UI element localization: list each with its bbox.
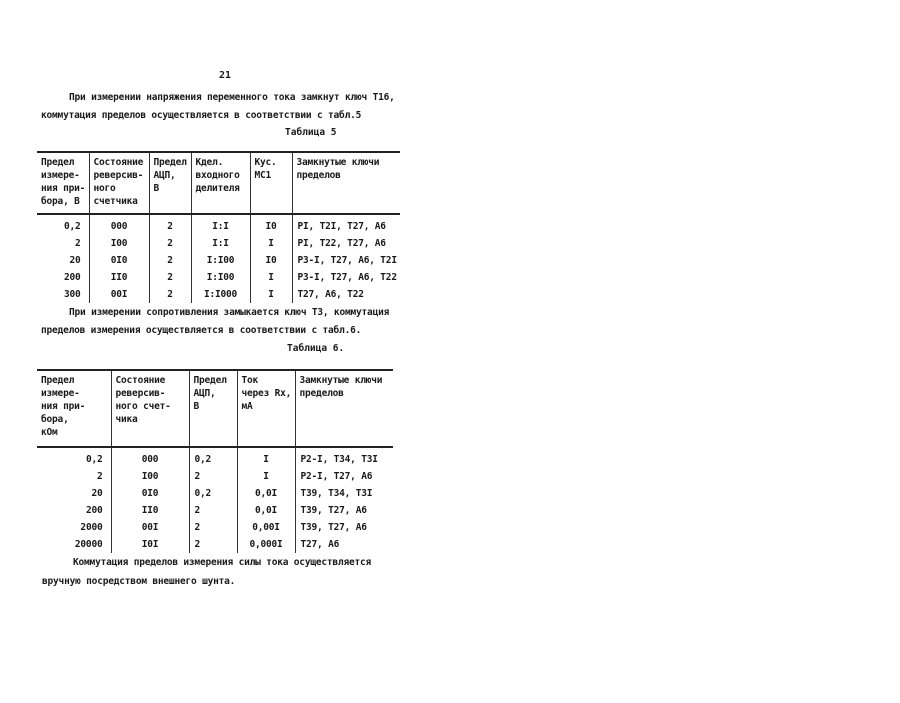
table-5-header-cell: Замкнутые ключи пределов	[292, 152, 400, 214]
table-cell: T39, T34, T3I	[295, 485, 393, 502]
table-cell: I0	[250, 214, 292, 235]
table-cell: 20	[91, 488, 103, 499]
table-cell: 200	[85, 505, 103, 516]
table-6-header-cell: Предел АЦП, В	[189, 370, 237, 447]
table-cell: 0,2	[189, 485, 237, 502]
table-row	[37, 235, 400, 252]
table-5-header-cell: Предел измере- ния при- бора, В	[37, 152, 89, 214]
table-5-header-cell: Кус. МС1	[250, 152, 292, 214]
table-cell: 0,2	[85, 454, 103, 465]
table-cell: 2	[74, 238, 81, 249]
table-cell: I:I00	[191, 269, 250, 286]
table-cell: 0,0I	[237, 502, 295, 519]
table-cell: 0,2	[63, 221, 81, 232]
table-cell: 00I	[111, 519, 189, 536]
paragraph-2-line-1: При измерении сопротивления замыкается ключ Т3, коммутация	[69, 307, 390, 318]
table-6-caption: Таблица 6.	[287, 343, 345, 354]
table-cell: 2	[189, 502, 237, 519]
paragraph-3-line-1: Коммутация пределов измерения силы тока осуществляется	[73, 557, 372, 568]
table-cell: 0,00I	[237, 519, 295, 536]
table-row	[37, 286, 400, 303]
table-cell: II0	[89, 269, 149, 286]
table-cell: 0,2	[189, 447, 237, 468]
table-row	[37, 485, 393, 502]
table-cell: 00I	[89, 286, 149, 303]
table-cell: PI, T2I, T27, A6	[292, 214, 400, 235]
table-6-header-cell: Ток через Rx, мА	[237, 370, 295, 447]
table-5-header-cell: Состояние реверсив- ного счетчика	[89, 152, 149, 214]
paragraph-2-line-2: пределов измерения осуществляется в соответствии с табл.6.	[41, 325, 362, 336]
table-5-header-cell: Кдел. входного делителя	[191, 152, 250, 214]
table-cell: 0,000I	[237, 536, 295, 553]
table-cell: I00	[89, 235, 149, 252]
table-row	[37, 468, 393, 485]
table-cell: I:I000	[191, 286, 250, 303]
table-cell: 200	[63, 272, 81, 283]
table-cell: P3-I, T27, A6, T22	[292, 269, 400, 286]
table-cell: 2000	[80, 522, 103, 533]
table-cell: 2	[149, 214, 191, 235]
table-cell: T39, T27, A6	[295, 519, 393, 536]
table-cell: I	[237, 468, 295, 485]
table-cell: 2	[189, 519, 237, 536]
table-row	[37, 269, 400, 286]
table-cell: 0I0	[111, 485, 189, 502]
table-5	[37, 151, 400, 303]
table-cell: 2	[149, 235, 191, 252]
table-row	[37, 447, 393, 468]
table-5-header-row	[37, 152, 400, 214]
table-cell: 300	[63, 289, 81, 300]
table-cell: 000	[111, 447, 189, 468]
table-cell: I	[237, 447, 295, 468]
table-cell: I	[250, 286, 292, 303]
table-cell: T27, A6, T22	[292, 286, 400, 303]
table-row	[37, 536, 393, 553]
table-cell: 0,0I	[237, 485, 295, 502]
table-6-header-cell: Предел измере- ния при- бора, кОм	[37, 370, 111, 447]
table-cell: I00	[111, 468, 189, 485]
table-cell: T39, T27, A6	[295, 502, 393, 519]
table-cell: I:I	[191, 214, 250, 235]
table-cell: P2-I, T34, T3I	[295, 447, 393, 468]
table-cell: I:I00	[191, 252, 250, 269]
paragraph-1-line-1: При измерении напряжения переменного тока замкнут ключ Т16,	[69, 92, 395, 103]
table-cell: 2	[189, 536, 237, 553]
table-cell: I0I	[111, 536, 189, 553]
table-6	[37, 369, 393, 553]
table-row	[37, 519, 393, 536]
paragraph-1-line-2: коммутация пределов осуществляется в соответствии с табл.5	[41, 110, 362, 121]
table-cell: P2-I, T27, A6	[295, 468, 393, 485]
table-6-header-cell: Состояние реверсив- ного счет- чика	[111, 370, 189, 447]
table-cell: T27, A6	[295, 536, 393, 553]
table-cell: 2	[149, 286, 191, 303]
table-cell: PI, T22, T27, A6	[292, 235, 400, 252]
table-cell: I:I	[191, 235, 250, 252]
table-cell: I0	[250, 252, 292, 269]
table-5-header-cell: Предел АЦП, В	[149, 152, 191, 214]
table-row	[37, 214, 400, 235]
table-cell: II0	[111, 502, 189, 519]
table-cell: I	[250, 235, 292, 252]
table-6-header-row	[37, 370, 393, 447]
table-cell: 000	[89, 214, 149, 235]
table-cell: 20000	[74, 539, 103, 550]
table-cell: 2	[189, 468, 237, 485]
page-number: 21	[219, 70, 232, 81]
table-6-header-cell: Замкнутые ключи пределов	[295, 370, 393, 447]
table-cell: 0I0	[89, 252, 149, 269]
table-cell: P3-I, T27, A6, T2I	[292, 252, 400, 269]
table-row	[37, 502, 393, 519]
table-cell: 2	[149, 252, 191, 269]
table-cell: 20	[69, 255, 81, 266]
table-5-caption: Таблица 5	[285, 127, 337, 138]
table-cell: 2	[149, 269, 191, 286]
paragraph-3-line-2: вручную посредством внешнего шунта.	[42, 576, 236, 587]
table-row	[37, 252, 400, 269]
table-cell: I	[250, 269, 292, 286]
table-cell: 2	[96, 471, 103, 482]
